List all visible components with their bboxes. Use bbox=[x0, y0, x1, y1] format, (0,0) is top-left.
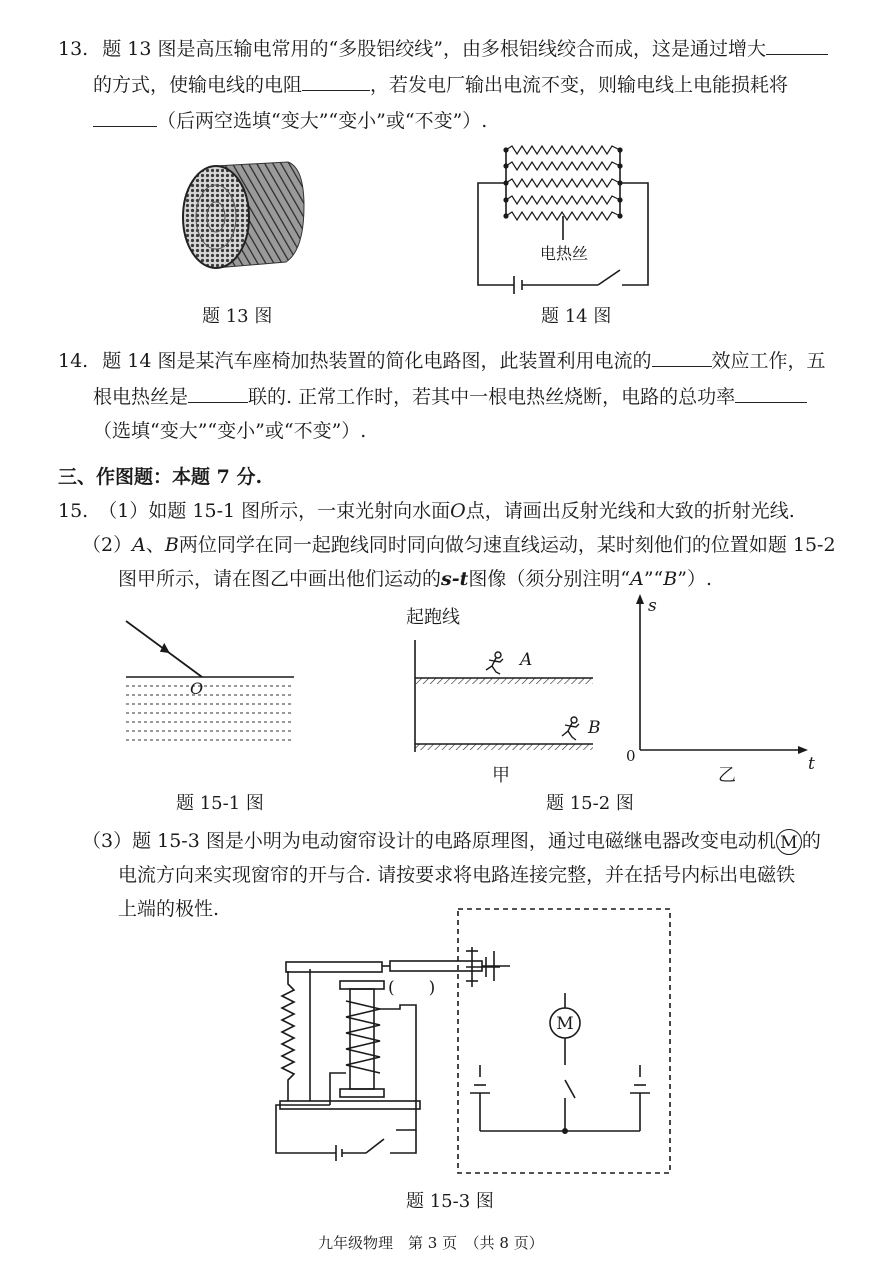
q15-p2-sep: 、 bbox=[145, 534, 165, 556]
q15-p3-text-1a: （3）题 15-3 图是小明为电动窗帘设计的电路原理图，通过电磁继电器改变电动机 bbox=[82, 830, 776, 852]
fig15-1-o-label: O bbox=[190, 679, 204, 698]
q15-p2-num: （2） bbox=[82, 534, 133, 556]
q15-part2-line2 bbox=[118, 566, 712, 592]
q15-part2-line1 bbox=[82, 532, 836, 558]
q13-blank-1[interactable] bbox=[766, 36, 828, 55]
fig13-cable-image bbox=[180, 158, 310, 273]
fig15-2-caption: 题 15-2 图 bbox=[546, 793, 634, 814]
motor-symbol-inline: M bbox=[776, 829, 802, 855]
q14-text-1b: 效应工作，五 bbox=[711, 350, 826, 372]
q15-p2-text-2d: ”）. bbox=[677, 568, 712, 590]
fig15-2-label-b: B bbox=[588, 718, 601, 738]
q15-p2-text-2a: 图甲所示，请在图乙中画出他们运动的 bbox=[118, 568, 442, 590]
fig15-3-relay-circuit bbox=[270, 905, 680, 1180]
fig15-2-origin-label: 0 bbox=[626, 747, 636, 765]
q14-line1 bbox=[58, 348, 826, 374]
q13-text-3: （后两空选填“变大”“变小”或“不变”）. bbox=[157, 110, 488, 132]
q14-blank-3[interactable] bbox=[735, 384, 807, 403]
q15-p2-a: A bbox=[132, 534, 146, 556]
fig15-2-yi-label: 乙 bbox=[718, 765, 736, 786]
polarity-bracket[interactable]: ( ) bbox=[388, 978, 436, 998]
fig15-1-water bbox=[120, 615, 300, 745]
q15-p2-st: s-t bbox=[441, 568, 469, 590]
q13-number: 13. bbox=[58, 38, 89, 60]
q15-p2-label-b: B bbox=[663, 568, 678, 590]
q14-number: 14. bbox=[58, 350, 89, 372]
q15-p2-text-1: 两位同学在同一起跑线同时同向做匀速直线运动，某时刻他们的位置如题 15-2 bbox=[178, 534, 836, 556]
q13-text-2b: ，若发电厂输出电流不变，则输电线上电能损耗将 bbox=[370, 74, 789, 96]
section-3-heading: 三、作图题：本题 7 分. bbox=[58, 466, 263, 488]
q14-text-2a: 根电热丝是 bbox=[93, 386, 189, 408]
fig15-2-s-axis-label: s bbox=[648, 596, 657, 616]
q15-part3-line2: 电流方向来实现窗帘的开与合. 请按要求将电路连接完整，并在括号内标出电磁铁 bbox=[118, 864, 796, 886]
fig15-2-st-axes bbox=[630, 592, 830, 762]
fig14-circuit bbox=[470, 140, 660, 300]
q13-line1 bbox=[58, 36, 828, 62]
fig13-caption: 题 13 图 bbox=[202, 306, 273, 327]
fig15-2-jia-label: 甲 bbox=[492, 765, 510, 786]
q14-line3: （选填“变大”“变小”或“不变”）. bbox=[93, 420, 367, 442]
q13-blank-3[interactable] bbox=[93, 108, 157, 127]
page-footer: 九年级物理 第 3 页 （共 8 页） bbox=[318, 1234, 544, 1252]
fig15-2-track bbox=[410, 640, 600, 760]
q14-text-1a: 题 14 图是某汽车座椅加热装置的简化电路图，此装置利用电流的 bbox=[102, 350, 652, 372]
q15-p2-b: B bbox=[164, 534, 179, 556]
q15-part1 bbox=[58, 498, 795, 524]
runner-b-icon bbox=[562, 717, 579, 740]
q13-text-1: 题 13 图是高压输电常用的“多股铝绞线”，由多根铝线绞合而成，这是通过增大 bbox=[102, 38, 766, 60]
q15-part3-line1 bbox=[82, 828, 821, 855]
q13-blank-2[interactable] bbox=[302, 72, 370, 91]
q15-p2-text-2c: ”“ bbox=[643, 568, 664, 590]
q13-line3 bbox=[93, 108, 487, 134]
q15-number: 15. bbox=[58, 500, 89, 522]
q15-p2-text-2b: 图像（须分别注明“ bbox=[468, 568, 631, 590]
q13-line2 bbox=[93, 72, 788, 98]
q14-blank-2[interactable] bbox=[188, 384, 248, 403]
q15-p1-o: O bbox=[450, 500, 466, 522]
q14-blank-1[interactable] bbox=[652, 348, 712, 367]
q15-p1-text: （1）如题 15-1 图所示，一束光射向水面 bbox=[98, 500, 451, 522]
fig15-1-caption: 题 15-1 图 bbox=[176, 793, 264, 814]
fig15-2-start-line-label: 起跑线 bbox=[406, 607, 460, 628]
q15-p3-text-1b: 的 bbox=[801, 830, 821, 852]
fig15-2-t-axis-label: t bbox=[808, 754, 815, 774]
q15-p1-text-b: 点，请画出反射光线和大致的折射光线. bbox=[465, 500, 795, 522]
fig14-heater-label: 电热丝 bbox=[540, 244, 589, 263]
fig14-caption: 题 14 图 bbox=[541, 306, 612, 327]
q14-text-2b: 联的. 正常工作时，若其中一根电热丝烧断，电路的总功率 bbox=[248, 386, 736, 408]
q14-line2 bbox=[93, 384, 807, 410]
q15-p2-label-a: A bbox=[630, 568, 644, 590]
q13-text-2a: 的方式，使输电线的电阻 bbox=[93, 74, 303, 96]
spring bbox=[282, 971, 294, 1101]
motor-symbol: M bbox=[556, 1014, 574, 1034]
fig15-3-caption: 题 15-3 图 bbox=[406, 1191, 494, 1212]
electromagnet-cap bbox=[340, 981, 384, 989]
runner-a-icon bbox=[486, 652, 503, 674]
fig15-2-label-a: A bbox=[520, 650, 533, 670]
q15-part3-line3: 上端的极性. bbox=[118, 898, 220, 920]
